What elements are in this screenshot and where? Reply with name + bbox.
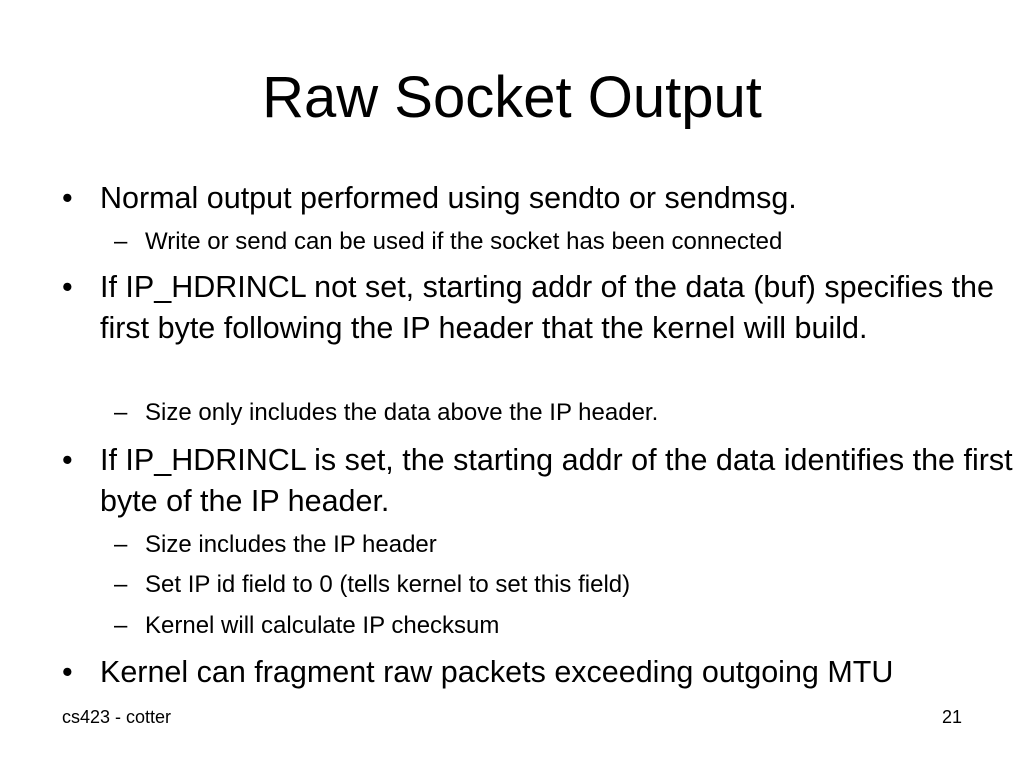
sub-bullet-text: Write or send can be used if the socket has been connected <box>145 228 783 255</box>
sub-bullet-text: Set IP id field to 0 (tells kernel to set this field) <box>145 571 631 598</box>
bullet-item <box>62 178 1017 219</box>
sub-bullet-marker: – <box>114 531 128 558</box>
footer-course-label: cs423 - cotter <box>62 707 172 727</box>
sub-bullet-marker: – <box>114 399 128 426</box>
bullet-marker: • <box>62 655 73 689</box>
page-number: 21 <box>941 707 962 727</box>
bullet-item <box>62 267 1017 349</box>
sub-bullet-text: Size only includes the data above the IP header. <box>145 399 659 426</box>
sub-bullet-item <box>114 570 1014 600</box>
sub-bullet-text: Kernel will calculate IP checksum <box>145 612 500 639</box>
slide-title: Raw Socket Output <box>262 65 762 130</box>
bullet-text: If IP_HDRINCL not set, starting addr of the data (buf) specifies the first byte following the IP header that the kernel will build. <box>100 270 994 345</box>
bullet-text: Normal output performed using sendto or sendmsg. <box>100 181 797 215</box>
bullet-text: If IP_HDRINCL is set, the starting addr of the data identifies the first byte of the IP header. <box>100 443 1013 518</box>
bullet-item <box>62 440 1017 522</box>
sub-bullet-item <box>114 398 1014 428</box>
bullet-text: Kernel can fragment raw packets exceeding outgoing MTU <box>100 655 894 689</box>
sub-bullet-item <box>114 530 1014 560</box>
sub-bullet-marker: – <box>114 612 128 639</box>
sub-bullet-text: Size includes the IP header <box>145 531 437 558</box>
sub-bullet-item <box>114 227 1014 257</box>
bullet-marker: • <box>62 181 73 215</box>
bullet-marker: • <box>62 270 73 304</box>
sub-bullet-item <box>114 611 1014 641</box>
bullet-item <box>62 652 1017 693</box>
sub-bullet-marker: – <box>114 228 128 255</box>
bullet-marker: • <box>62 443 73 477</box>
sub-bullet-marker: – <box>114 571 128 598</box>
